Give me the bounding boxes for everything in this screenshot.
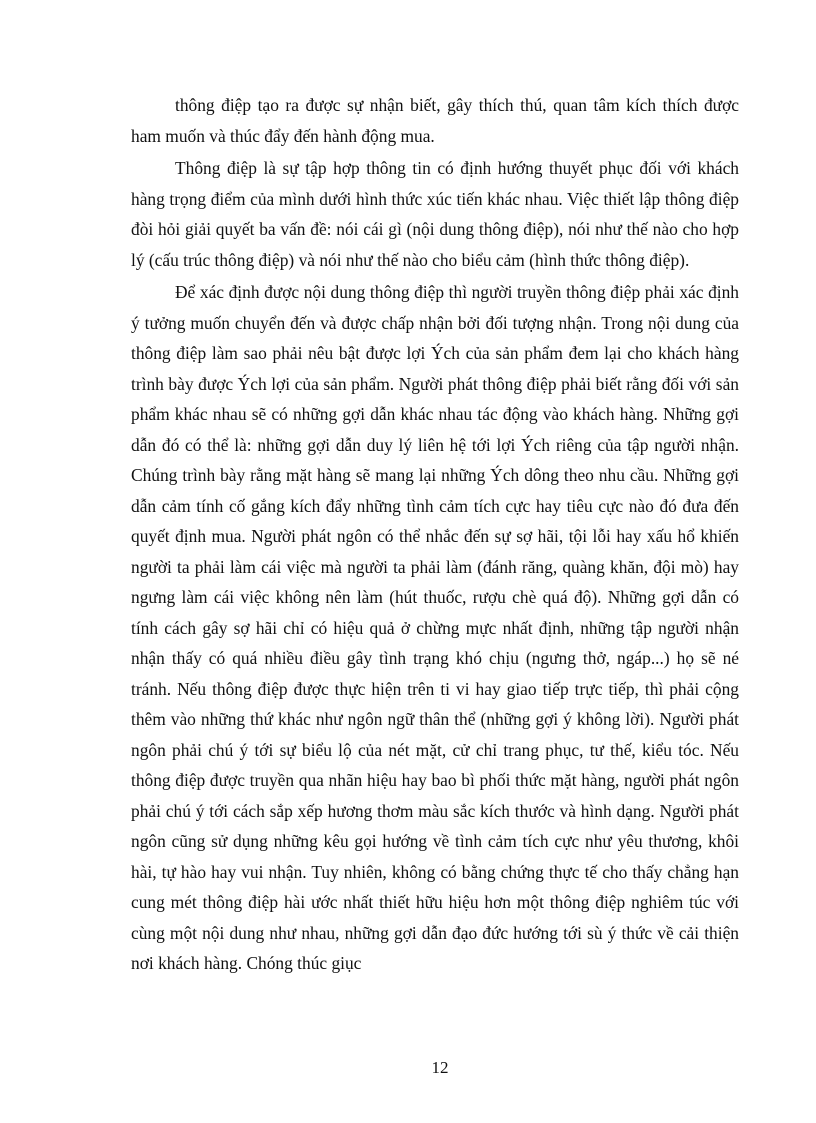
- page-number: 12: [431, 1058, 449, 1077]
- paragraph-1: thông điệp tạo ra được sự nhận biết, gây thích thú, quan tâm kích thích được ham muốn và thúc đẩy đến hành động mua.: [131, 95, 739, 146]
- paragraph-3: Để xác định được nội dung thông điệp thì người truyền thông điệp phải xác định ý tưởng muốn chuyển đến và được chấp nhận bởi đối tượng nhận. Trong nội dung của thông điệp làm sao phải nêu bật được lợi Ých của sản phẩm đem lại cho khách hàng trình bày được Ých lợi của sản phẩm. Người phát thông điệp phải biết rằng đối với sản phẩm khác nhau sẽ có những gợi dẫn khác nhau tác động vào khách hàng. Những gợi dẫn đó có thể là: những gợi dẫn duy lý liên hệ tới lợi Ých riêng của tập người nhận. Chúng trình bày rằng mặt hàng sẽ mang lại những Ých dông theo nhu cầu. Những gợi dẫn cảm tính cố gắng kích đẩy những tình cảm tích cực hay tiêu cực nào đó đưa đến quyết định mua. Người phát ngôn có thể nhắc đến sự sợ hãi, tội lỗi hay xấu hổ khiến người ta phải làm cái việc mà người ta phải làm (đánh răng, quàng khăn, đội mò) hay ngưng làm cái việc không nên làm (hút thuốc, rượu chè quá độ). Những gợi dẫn có tính cách gây sợ hãi chỉ có hiệu quả ở chừng mực nhất định, những tập người nhận nhận thấy có quá nhiều điều gây tình trạng khó chịu (ngưng thở, ngáp...) họ sẽ né tránh. Nếu thông điệp được thực hiện trên ti vi hay giao tiếp trực tiếp, thì phải cộng thêm vào những thứ khác như ngôn ngữ thân thể (những gợi ý không lời). Người phát ngôn phải chú ý tới sự biểu lộ của nét mặt, cử chỉ trang phục, tư thế, kiểu tóc. Nếu thông điệp được truyền qua nhãn hiệu hay bao bì phối thức mặt hàng, người phát ngôn phải chú ý tới cách sắp xếp hương thơm màu sắc kích thước và hình dạng. Người phát ngôn cũng sử dụng những kêu gọi hướng về tình cảm tích cực như yêu thương, khôi hài, tự hào hay vui nhận. Tuy nhiên, không có bằng chứng thực tế cho thấy chẳng hạn cung mét thông điệp hài ước nhất thiết hữu hiệu hơn một thông điệp nghiêm túc với cùng một nội dung như nhau, những gợi dẫn đạo đức hướng tới sù ý thức về cải thiện nơi khách hàng. Chóng thúc giục: [131, 282, 739, 973]
- body-text: [131, 90, 739, 981]
- paragraph-2: Thông điệp là sự tập hợp thông tin có định hướng thuyết phục đối với khách hàng trọng điểm của mình dưới hình thức xúc tiến khác nhau. Việc thiết lập thông điệp đòi hỏi giải quyết ba vấn đề: nói cái gì (nội dung thông điệp), nói như thế nào cho hợp lý (cấu trúc thông điệp) và nói như thế nào cho biểu cảm (hình thức thông điệp).: [131, 158, 739, 270]
